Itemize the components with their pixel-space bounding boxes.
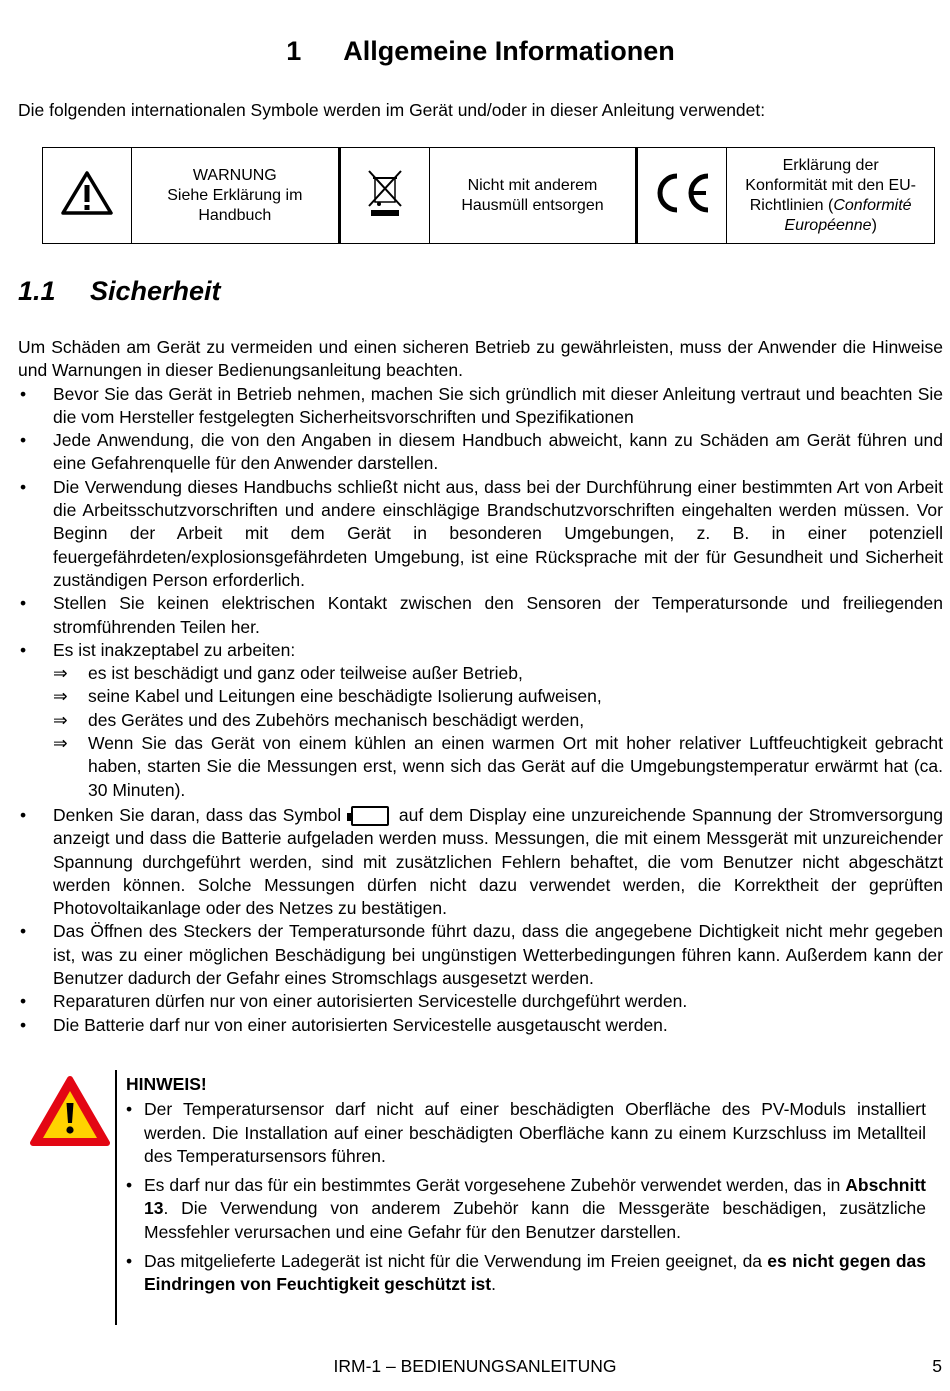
warning-triangle-icon — [61, 170, 113, 216]
intro-text: Die folgenden internationalen Symbole werden im Gerät und/oder in dieser Anleitung verwendet: — [18, 100, 766, 120]
heading-number: 1 — [286, 36, 302, 66]
list-item: • Jede Anwendung, die von den Angaben in diesem Handbuch abweicht, kann zu Schäden am Gerät führen und eine Gefahrenquelle für den Anwender darstellen. — [20, 430, 943, 474]
list-item: • Denken Sie daran, dass das Symbol auf dem Display eine unzureichende Spannung der Stromversorgung anzeigt und dass die Batterie aufgeladen werden muss. Messungen, die mit einem Messgerät mit unzureichender Spannung durchgeführt werden, sind mit zusätzlichen Fehlern behaftet, die vom Benutzer nicht abgeschätzt werden können. Solche Messungen dürfen nicht dazu verwendet werden, die Korrektheit der geprüften Photovoltaikanlage oder des Netzes zu bestätigen. — [20, 804, 943, 919]
unacceptable-list — [53, 662, 943, 802]
safety-body — [18, 336, 943, 1037]
ce-mark-icon — [651, 170, 713, 216]
bin-cell — [339, 148, 429, 244]
note-box — [126, 1073, 926, 1303]
list-item: • Es darf nur das für ein bestimmtes Gerät vorgesehene Zubehör verwendet werden, das in Abschnitt 13. Die Verwendung von anderem Zubehör kann die Messgeräte beschädigen, zusätzliche Messfehler verursachen und eine Gefahr für den Benutzer darstellen. — [126, 1175, 926, 1242]
symbols-table — [42, 147, 935, 244]
list-item: • Das Öffnen des Steckers der Temperatursonde führt dazu, dass die angegebene Dichtigkeit nicht mehr gegeben ist, was zu einer möglichen Beschädigung bei ungünstigen Wetterbedingungen führen kann. Außerdem kann der Benutzer dadurch der Gefahr eines Stromschlags ausgesetzt werden. — [20, 921, 943, 989]
list-item: • Bevor Sie das Gerät in Betrieb nehmen, machen Sie sich gründlich mit dieser Anleitung vertraut und beachten Sie die vom Hersteller festgelegten Sicherheitsvorschriften und Spezifikationen — [20, 383, 943, 427]
warning-text: WARNUNG Siehe Erklärung im Handbuch — [132, 148, 340, 244]
list-item: • Die Verwendung dieses Handbuchs schließt nicht aus, dass bei der Durchführung einer bestimmten Art von Arbeit die Arbeitsschutzvorschriften und andere einschlägige Brandschutzvorschriften eingehalten werden müssen. Vor Beginn der Arbeit mit dem Gerät in besonderen Umgebungen, z. B. in einer potenziell feuergefährdeten/explosionsgefährdeten Umgebung, ist eine Rücksprache mit der für Gesundheit und Sicherheit zuständigen Person erforderlich. — [20, 476, 943, 590]
caution-icon — [30, 1075, 110, 1147]
heading-title: Allgemeine Informationen — [343, 36, 675, 66]
list-item: • Der Temperatursensor darf nicht auf einer beschädigten Oberfläche des PV-Moduls installiert werden. Die Installation auf einer beschädigten Oberfläche kann zu einem Kurzschluss im Metallteil des Temperatursensors führen. — [126, 1099, 926, 1166]
sub-item: ⇒ seine Kabel und Leitungen eine beschädigte Isolierung aufweisen, — [53, 686, 602, 707]
crossed-bin-icon — [365, 168, 405, 218]
list-item: • Reparaturen dürfen nur von einer autorisierten Servicestelle durchgeführt werden. — [20, 991, 688, 1012]
sub-item: ⇒ des Gerätes und des Zubehörs mechanisch beschädigt werden, — [53, 709, 585, 730]
note-list — [126, 1098, 926, 1296]
list-item: • Die Batterie darf nur von einer autorisierten Servicestelle ausgetauscht werden. — [20, 1014, 668, 1035]
warning-cell — [43, 148, 132, 244]
page-number: 5 — [932, 1356, 942, 1376]
footer-title: IRM-1 – BEDIENUNGSANLEITUNG — [333, 1356, 617, 1376]
note-divider — [115, 1070, 117, 1325]
sub-item: ⇒ Wenn Sie das Gerät von einem kühlen an einen warmen Ort mit hoher relativer Luftfeuchtigkeit gebracht haben, starten Sie die Messungen erst, wenn sich das Gerät auf die Umgebungstemperatur erwärmt hat (ca. 30 Minuten). — [53, 733, 943, 800]
safety-list — [18, 383, 943, 1037]
sub-item: ⇒ es ist beschädigt und ganz oder teilweise außer Betrieb, — [53, 663, 523, 684]
list-item: • Es ist inakzeptabel zu arbeiten: ⇒ es ist beschädigt und ganz oder teilweise außer Betrieb, ⇒ seine Kabel und Leitungen eine beschädigte Isolierung aufweisen, ⇒ des Gerätes und des Zubehörs mechanisch beschädigt werden, ⇒ Wenn Sie das Gerät von einem kühlen an einen warmen Ort mit hoher relativer Luftfeuchtigkeit gebracht haben, starten Sie die Messungen erst, wenn sich das Gerät auf die Umgebungstemperatur erwärmt hat (ca. 30 Minuten). — [18, 639, 943, 802]
battery-empty-icon — [351, 806, 389, 826]
ce-cell — [637, 148, 727, 244]
list-item: • Stellen Sie keinen elektrischen Kontakt zwischen den Sensoren der Temperatursonde und freiliegenden stromführenden Teilen her. — [20, 593, 943, 637]
list-item: • Das mitgelieferte Ladegerät ist nicht für die Verwendung im Freien geeignet, da es nicht gegen das Eindringen von Feuchtigkeit geschützt ist. — [126, 1251, 926, 1295]
ce-text: Erklärung der Konformität mit den EU- Richtlinien (Conformité Européenne) — [727, 148, 935, 244]
page-title — [18, 36, 943, 67]
section-title: 1.1 Sicherheit — [18, 276, 221, 306]
note-title: HINWEIS! — [126, 1074, 207, 1094]
safety-intro: Um Schäden am Gerät zu vermeiden und einen sicheren Betrieb zu gewährleisten, muss der Anwender die Hinweise und Warnungen in dieser Bedienungsanleitung beachten. — [18, 337, 943, 381]
bin-text: Nicht mit anderem Hausmüll entsorgen — [429, 148, 637, 244]
